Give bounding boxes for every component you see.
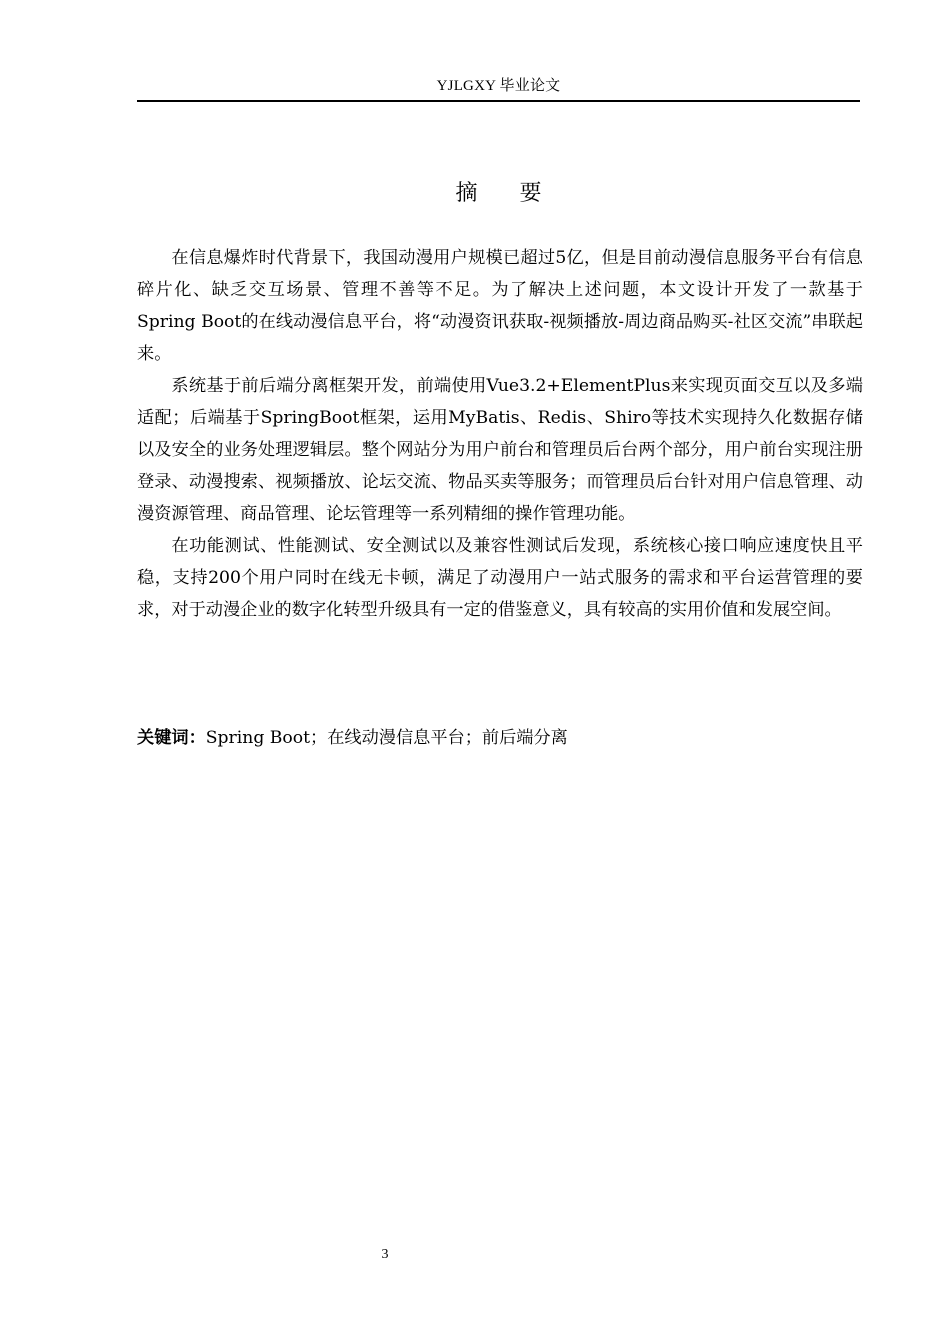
keywords-label: 关键词： xyxy=(137,728,206,748)
keywords-text: Spring Boot；在线动漫信息平台；前后端分离 xyxy=(205,728,568,748)
abstract-paragraph-2: 系统基于前后端分离框架开发，前端使用Vue3.2+ElementPlus来实现页面交互以及多端适配；后端基于SpringBoot框架，运用MyBatis、Redis、Shiro等技术实现持久化数据存储以及安全的业务处理逻辑层。整个网站分为用户前台和管理员后台两个部分，用户前台实现注册登录、动漫搜索、视频播放、论坛交流、物品买卖等服务；而管理员后台针对用户信息管理、动漫资源管理、商品管理、论坛管理等一系列精细的操作管理功能。 xyxy=(137,376,863,524)
abstract-paragraph-1: 在信息爆炸时代背景下，我国动漫用户规模已超过5亿，但是目前动漫信息服务平台有信息碎片化、缺乏交互场景、管理不善等不足。为了解决上述问题，本文设计开发了一款基于Spring Boot的在线动漫信息平台，将“动漫资讯获取-视频播放-周边商品购买-社区交流”串联起来。 xyxy=(137,248,863,364)
abstract-body xyxy=(137,242,863,626)
abstract-paragraph-3: 在功能测试、性能测试、安全测试以及兼容性测试后发现，系统核心接口响应速度快且平稳，支持200个用户同时在线无卡顿，满足了动漫用户一站式服务的需求和平台运营管理的要求，对于动漫企业的数字化转型升级具有一定的借鉴意义，具有较高的实用价值和发展空间。 xyxy=(137,536,863,620)
running-header: YJLGXY 毕业论文 xyxy=(436,78,561,94)
abstract-title: 摘要 xyxy=(455,181,584,206)
header-rule xyxy=(137,100,860,102)
keywords-line xyxy=(137,722,860,754)
page-number: 3 xyxy=(381,1247,389,1262)
